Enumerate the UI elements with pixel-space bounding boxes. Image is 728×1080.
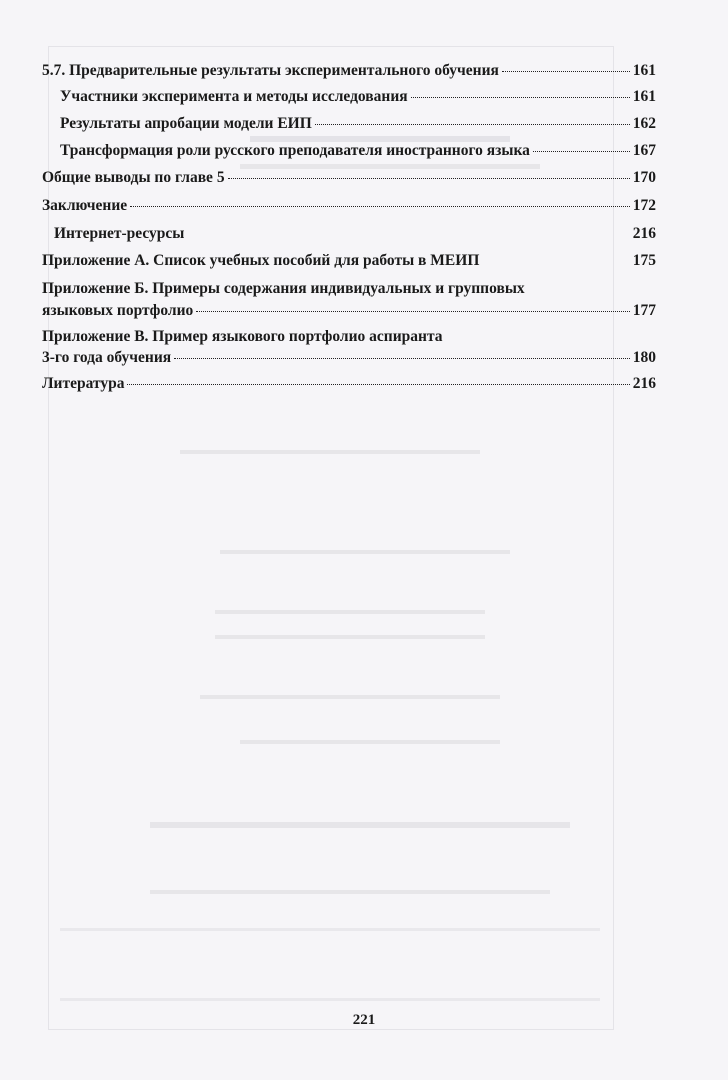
toc-entry-title: Участники эксперимента и методы исследования bbox=[60, 88, 408, 105]
toc-entry-page: 170 bbox=[632, 169, 656, 186]
toc-entry[interactable] bbox=[42, 280, 656, 328]
toc-entry[interactable] bbox=[42, 169, 656, 197]
toc-entry[interactable] bbox=[42, 375, 656, 402]
toc-entry-page: 161 bbox=[632, 62, 656, 79]
toc-entry-page: 180 bbox=[632, 349, 656, 366]
toc-entry[interactable] bbox=[42, 142, 656, 169]
toc-entry-page: 161 bbox=[632, 88, 656, 105]
dot-leader bbox=[315, 124, 630, 125]
dot-leader bbox=[196, 311, 629, 312]
dot-leader bbox=[482, 261, 629, 262]
dot-leader bbox=[130, 206, 630, 207]
toc-entry-page: 172 bbox=[632, 197, 656, 214]
toc-entry-page: 162 bbox=[632, 115, 656, 132]
toc-entry-title: 3-го года обучения bbox=[42, 349, 172, 366]
dot-leader bbox=[502, 71, 630, 72]
toc-entry[interactable] bbox=[42, 62, 656, 88]
toc-entry-title: Заключение bbox=[42, 197, 128, 214]
toc-entry-title: Трансформация роли русского преподавателя иностранного языка bbox=[60, 142, 530, 159]
toc-entry[interactable] bbox=[42, 225, 656, 252]
dot-leader bbox=[411, 97, 630, 98]
dot-leader bbox=[533, 151, 630, 152]
toc-entry-title: Интернет-ресурсы bbox=[54, 225, 185, 242]
toc-entry[interactable] bbox=[42, 115, 656, 142]
table-of-contents bbox=[42, 62, 656, 402]
dot-leader bbox=[187, 234, 629, 235]
toc-entry[interactable] bbox=[42, 88, 656, 115]
toc-entry-title: Литература bbox=[42, 375, 125, 392]
toc-entry-page: 167 bbox=[632, 142, 656, 159]
toc-entry-title: 5.7. Предварительные результаты экспериментального обучения bbox=[42, 62, 499, 79]
dot-leader bbox=[228, 178, 630, 179]
toc-entry-page: 216 bbox=[632, 375, 656, 392]
dot-leader bbox=[174, 358, 630, 359]
toc-entry-title-line1: Приложение Б. Примеры содержания индивидуальных и групповых bbox=[42, 280, 525, 297]
toc-entry[interactable] bbox=[42, 197, 656, 225]
toc-entry-title: Приложение А. Список учебных пособий для работы в МЕИП bbox=[42, 252, 480, 269]
toc-entry-page: 175 bbox=[632, 252, 656, 269]
toc-entry-title: Общие выводы по главе 5 bbox=[42, 169, 225, 186]
toc-entry[interactable] bbox=[42, 328, 656, 375]
toc-entry-title-line1: Приложение В. Пример языкового портфолио аспиранта bbox=[42, 328, 443, 345]
toc-entry-title: языковых портфолио bbox=[42, 302, 194, 319]
toc-entry-page: 177 bbox=[632, 302, 656, 319]
page-number: 221 bbox=[352, 1012, 376, 1028]
toc-entry-page: 216 bbox=[632, 225, 656, 242]
dot-leader bbox=[127, 384, 629, 385]
toc-entry-title: Результаты апробации модели ЕИП bbox=[60, 115, 312, 132]
toc-entry[interactable] bbox=[42, 252, 656, 280]
